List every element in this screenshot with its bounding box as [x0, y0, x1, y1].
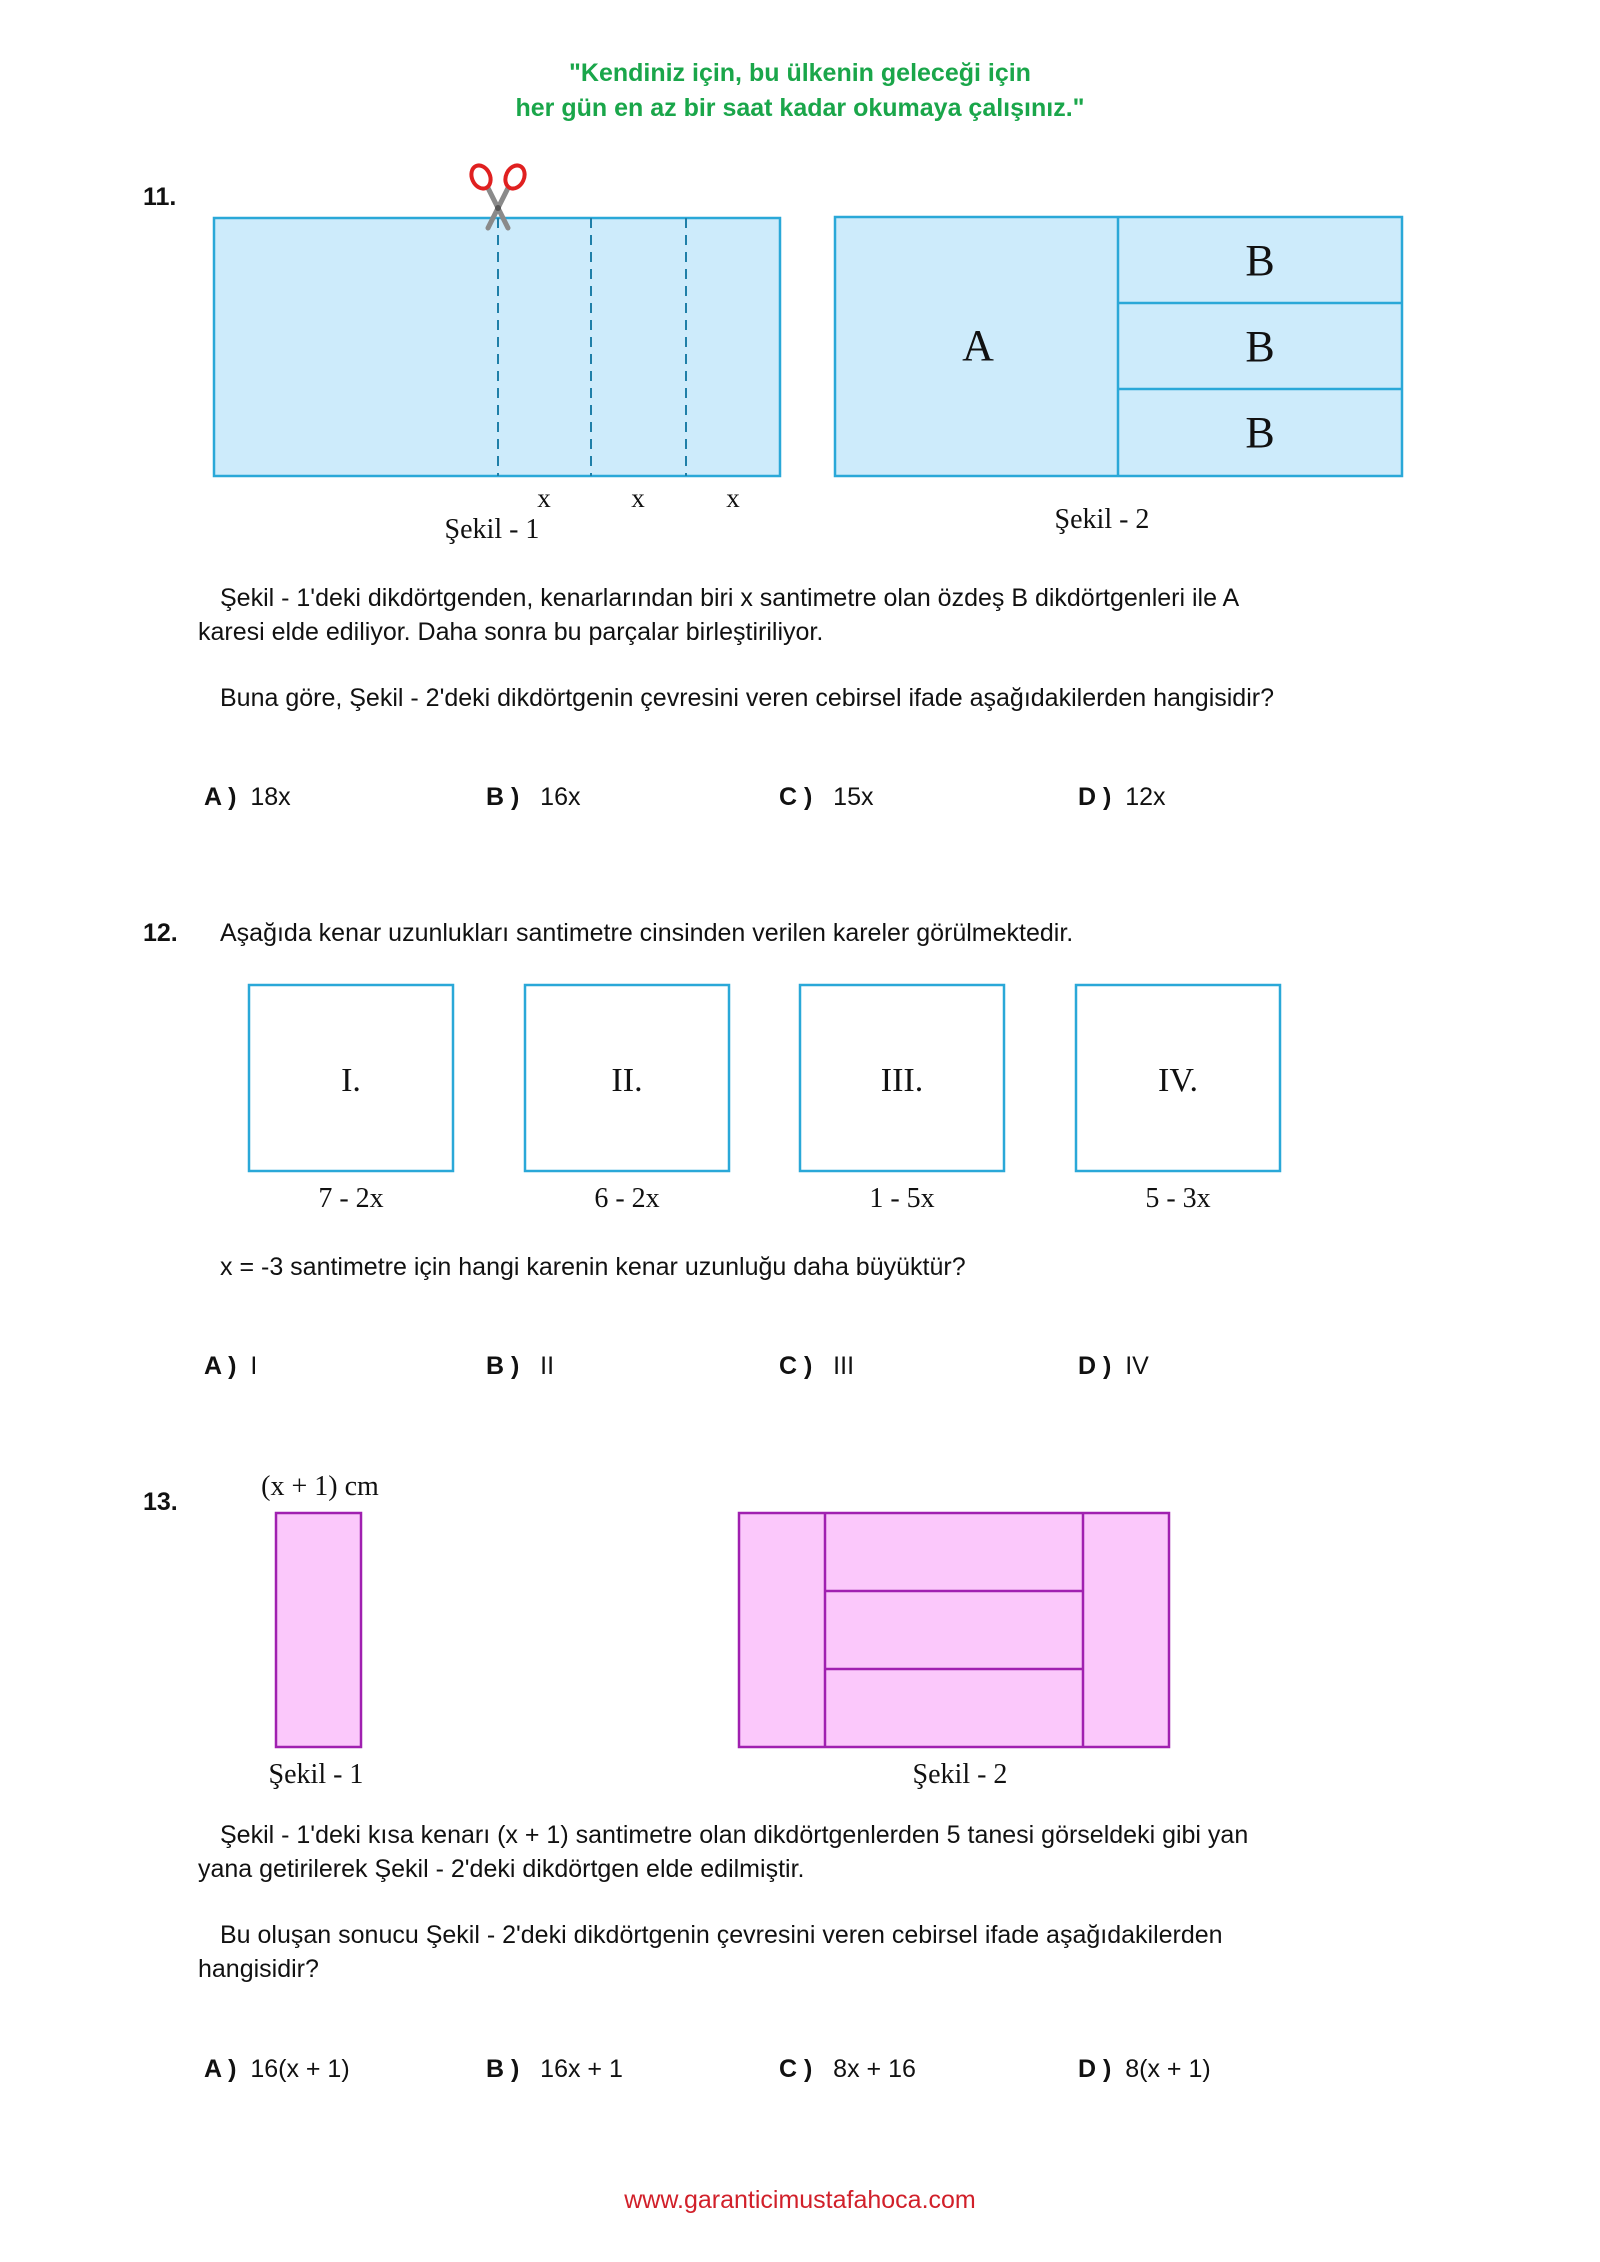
footer-link[interactable]: www.garanticimustafahoca.com — [624, 2186, 976, 2214]
fig2-rectangle — [739, 1513, 1169, 1747]
q12-intro: Aşağıda kenar uzunlukları santimetre cinsinden verilen kareler görülmektedir. — [220, 919, 1074, 947]
square-2-side: 6 - 2x — [594, 1183, 660, 1210]
fig2-caption: Şekil - 2 — [912, 1759, 1008, 1790]
q12-question: x = -3 santimetre için hangi karenin kenar uzunluğu daha büyüktür? — [220, 1253, 966, 1281]
q11-question: Buna göre, Şekil - 2'deki dikdörtgenin çevresini veren cebirsel ifade aşağıdakilerden hangisidir? — [220, 684, 1274, 712]
q13-text-line-1: Şekil - 1'deki kısa kenarı (x + 1) santimetre olan dikdörtgenlerden 5 tanesi görseldeki gibi yan — [220, 1821, 1249, 1849]
question-12-squares — [0, 970, 1600, 1210]
q11-text-line-1: Şekil - 1'deki dikdörtgenden, kenarlarından biri x santimetre olan özdeş B dikdörtgenleri ile A — [220, 584, 1240, 612]
fig2-label-b-1: B — [1245, 236, 1275, 285]
q11-option-a[interactable]: A ) 18x — [204, 783, 291, 811]
q11-option-b[interactable]: B ) 16x — [486, 783, 581, 811]
square-1-label: I. — [341, 1062, 361, 1099]
question-13-number: 13. — [143, 1488, 178, 1516]
question-11-number: 11. — [143, 183, 177, 211]
q13-option-d[interactable]: D ) 8(x + 1) — [1078, 2055, 1211, 2083]
fig2-label-b-2: B — [1245, 322, 1275, 371]
fig1-x-label-3: x — [726, 483, 740, 513]
q12-option-b[interactable]: B ) II — [486, 1352, 555, 1380]
q13-option-b[interactable]: B ) 16x + 1 — [486, 2055, 623, 2083]
q13-question-line-1: Bu oluşan sonucu Şekil - 2'deki dikdörtgenin çevresini veren cebirsel ifade aşağıdakilerden — [220, 1921, 1223, 1949]
q13-option-a[interactable]: A ) 16(x + 1) — [204, 2055, 350, 2083]
fig2-caption: Şekil - 2 — [1054, 504, 1150, 535]
q12-option-d[interactable]: D ) IV — [1078, 1352, 1149, 1380]
square-4-label: IV. — [1158, 1062, 1198, 1099]
q11-option-c[interactable]: C ) 15x — [779, 783, 874, 811]
fig1-width-label: (x + 1) cm — [261, 1471, 379, 1502]
question-13-figures — [0, 1465, 1600, 1795]
q13-option-c[interactable]: C ) 8x + 16 — [779, 2055, 916, 2083]
fig2-label-b-3: B — [1245, 408, 1275, 457]
fig1-caption: Şekil - 1 — [444, 514, 540, 545]
q12-option-a[interactable]: A ) I — [204, 1352, 258, 1380]
square-2-label: II. — [611, 1062, 643, 1099]
square-3-side: 1 - 5x — [869, 1183, 935, 1210]
fig1-rectangle — [276, 1513, 361, 1747]
question-12-number: 12. — [143, 919, 178, 947]
square-4-side: 5 - 3x — [1145, 1183, 1211, 1210]
question-11-figures — [0, 160, 1600, 560]
square-1-side: 7 - 2x — [318, 1183, 384, 1210]
q12-option-c[interactable]: C ) III — [779, 1352, 855, 1380]
fig1-caption: Şekil - 1 — [268, 1759, 364, 1790]
fig2-label-a: A — [962, 321, 994, 370]
q11-text-line-2: karesi elde ediliyor. Daha sonra bu parçalar birleştiriliyor. — [198, 618, 824, 646]
q13-question-line-2: hangisidir? — [198, 1955, 319, 1983]
square-3-label: III. — [880, 1062, 924, 1099]
q13-text-line-2: yana getirilerek Şekil - 2'deki dikdörtgen elde edilmiştir. — [198, 1855, 805, 1883]
motto-line-1: "Kendiniz için, bu ülkenin geleceği için — [569, 59, 1031, 87]
motto-line-2: her gün en az bir saat kadar okumaya çalışınız." — [515, 94, 1085, 122]
q11-option-d[interactable]: D ) 12x — [1078, 783, 1166, 811]
fig1-x-label-2: x — [631, 483, 645, 513]
fig1-x-label-1: x — [537, 483, 551, 513]
